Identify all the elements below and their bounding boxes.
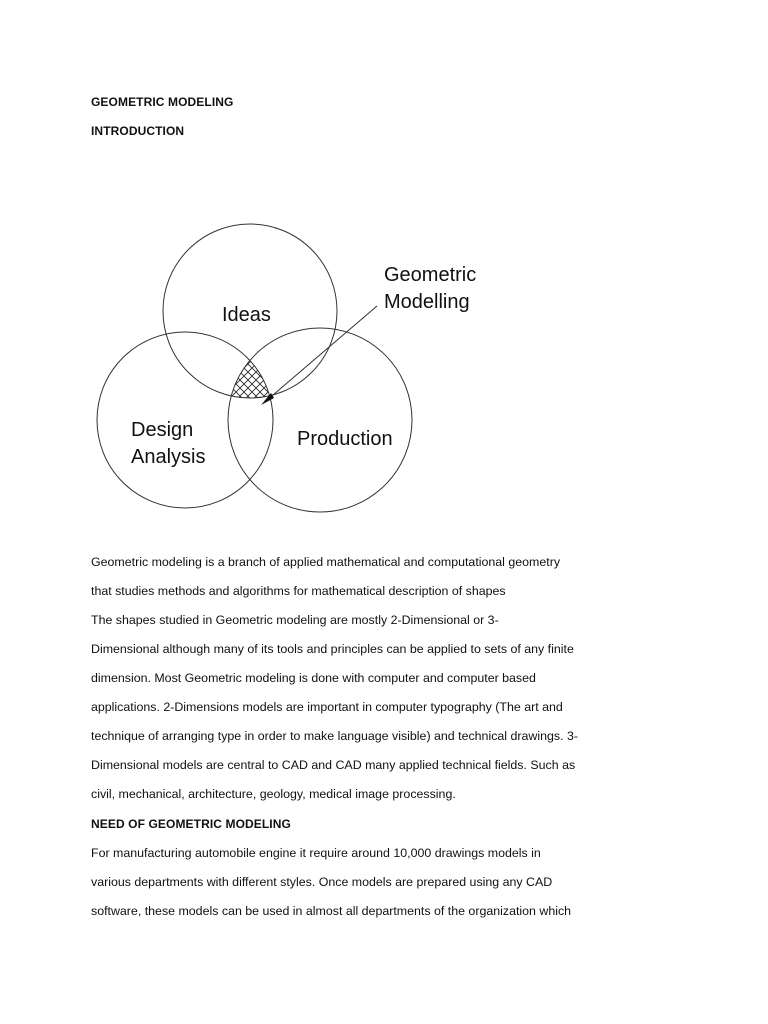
paragraph-line: The shapes studied in Geometric modeling are mostly 2-Dimensional or 3- xyxy=(91,613,499,627)
production-label: Production xyxy=(297,428,393,450)
production-circle xyxy=(228,328,412,512)
callout-leader-line xyxy=(266,306,377,401)
paragraph-line: that studies methods and algorithms for mathematical description of shapes xyxy=(91,584,506,598)
paragraph-line: For manufacturing automobile engine it require around 10,000 drawings models in xyxy=(91,846,541,860)
paragraph-line: Dimensional models are central to CAD and CAD many applied technical fields. Such as xyxy=(91,758,576,772)
section-heading-introduction: INTRODUCTION xyxy=(91,124,185,138)
intersection-hatch xyxy=(228,328,412,512)
paragraph-line: Dimensional although many of its tools and principles can be applied to sets of any finite xyxy=(91,642,574,656)
paragraph-line: various departments with different styles. Once models are prepared using any CAD xyxy=(91,875,553,889)
paragraph-line: software, these models can be used in almost all departments of the organization which xyxy=(91,904,572,918)
venn-diagram xyxy=(88,212,488,542)
paragraph-line: civil, mechanical, architecture, geology, medical image processing. xyxy=(91,787,456,801)
paragraph-line: Geometric modeling is a branch of applied mathematical and computational geometry xyxy=(91,555,561,569)
callout-label-line2: Modelling xyxy=(384,291,470,313)
ideas-label: Ideas xyxy=(222,304,271,326)
section-heading-need: NEED OF GEOMETRIC MODELING xyxy=(91,817,291,831)
paragraph-line: applications. 2-Dimensions models are important in computer typography (The art and xyxy=(91,700,563,714)
callout-label-line1: Geometric xyxy=(384,264,477,286)
paragraph-line: dimension. Most Geometric modeling is done with computer and computer based xyxy=(91,671,536,685)
paragraph-line: technique of arranging type in order to make language visible) and technical drawings. 3- xyxy=(91,729,578,743)
document-title: GEOMETRIC MODELING xyxy=(91,95,234,109)
analysis-label: Analysis xyxy=(131,446,206,468)
design-label: Design xyxy=(131,419,194,441)
